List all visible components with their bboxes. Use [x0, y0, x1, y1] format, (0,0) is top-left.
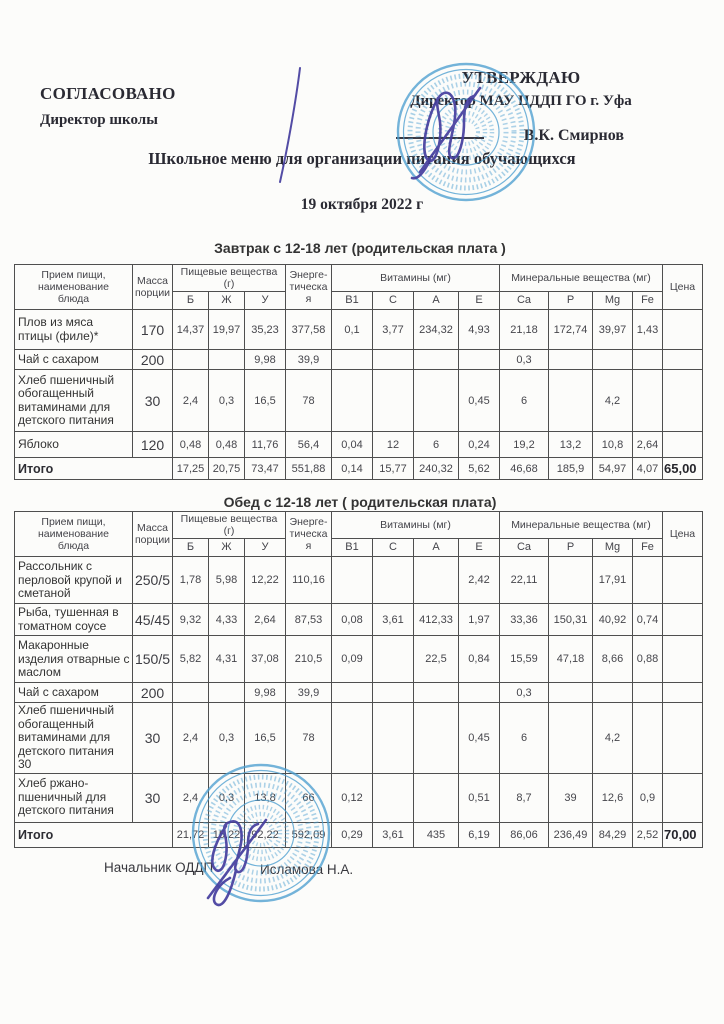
mass-cell: 30 [133, 370, 173, 432]
value-cell [549, 557, 593, 604]
value-cell: 0,09 [332, 636, 373, 683]
col-sub-header: C [373, 292, 414, 310]
col-vitamins-header: Витамины (мг) [332, 265, 500, 292]
col-sub-header: B1 [332, 292, 373, 310]
approved-signer: В.К. Смирнов [523, 127, 624, 144]
value-cell: 0,3 [500, 683, 549, 703]
value-cell: 10,8 [593, 432, 633, 458]
value-cell: 412,33 [414, 604, 459, 636]
dish-name-cell: Чай с сахаром [15, 683, 133, 703]
dish-name-cell: Яблоко [15, 432, 133, 458]
total-row [15, 822, 703, 847]
value-cell: 5,98 [209, 557, 245, 604]
col-sub-header: Ж [209, 292, 245, 310]
value-cell: 66 [286, 773, 332, 822]
value-cell [414, 683, 459, 703]
director-signature-icon [270, 60, 500, 190]
value-cell: 13,8 [245, 773, 286, 822]
price-cell [663, 557, 703, 604]
col-sub-header: Ca [500, 539, 549, 557]
dish-name-cell: Плов из мяса птицы (филе)* [15, 310, 133, 350]
value-cell [332, 350, 373, 370]
total-value-cell: 240,32 [414, 458, 459, 480]
value-cell [414, 350, 459, 370]
value-cell [459, 683, 500, 703]
col-sub-header: У [245, 292, 286, 310]
mass-cell: 30 [133, 773, 173, 822]
value-cell [373, 636, 414, 683]
table-header [15, 265, 703, 310]
value-cell: 19,2 [500, 432, 549, 458]
col-sub-header: Mg [593, 539, 633, 557]
col-minerals-header: Минеральные вещества (мг) [500, 265, 663, 292]
value-cell: 5,82 [173, 636, 209, 683]
dish-name-cell: Хлеб пшеничный обогащенный витаминами для детского питания 30 [15, 703, 133, 773]
col-sub-header: Fe [633, 539, 663, 557]
dish-name-cell: Хлеб ржано-пшеничный для детского питания [15, 773, 133, 822]
agreed-title: СОГЛАСОВАНО [40, 84, 176, 103]
total-value-cell: 15,22 [209, 822, 245, 847]
col-sub-header: E [459, 539, 500, 557]
value-cell: 4,2 [593, 370, 633, 432]
col-sub-header: P [549, 292, 593, 310]
value-cell: 2,4 [173, 773, 209, 822]
value-cell [549, 703, 593, 773]
value-cell: 87,53 [286, 604, 332, 636]
value-cell: 9,32 [173, 604, 209, 636]
value-cell: 0,74 [633, 604, 663, 636]
value-cell: 1,97 [459, 604, 500, 636]
total-value-cell: 3,61 [373, 822, 414, 847]
col-nutrients-header: Пищевые вещества (г) [173, 265, 286, 292]
value-cell: 12 [373, 432, 414, 458]
value-cell [373, 370, 414, 432]
col-sub-header: Б [173, 292, 209, 310]
total-value-cell: 86,06 [500, 822, 549, 847]
col-nutrients-header: Пищевые вещества (г) [173, 512, 286, 539]
value-cell [593, 350, 633, 370]
total-value-cell: 54,97 [593, 458, 633, 480]
footer-role: Начальник ОДДП [104, 860, 214, 875]
value-cell [373, 557, 414, 604]
col-minerals-header: Минеральные вещества (мг) [500, 512, 663, 539]
total-price-cell: 65,00 [663, 458, 703, 480]
col-sub-header: A [414, 292, 459, 310]
value-cell: 22,11 [500, 557, 549, 604]
total-value-cell: 0,29 [332, 822, 373, 847]
lunch-table [14, 511, 703, 848]
value-cell: 0,51 [459, 773, 500, 822]
value-cell: 4,2 [593, 703, 633, 773]
value-cell: 40,92 [593, 604, 633, 636]
value-cell: 0,9 [633, 773, 663, 822]
price-cell [663, 432, 703, 458]
value-cell: 4,93 [459, 310, 500, 350]
col-sub-header: Fe [633, 292, 663, 310]
value-cell: 3,77 [373, 310, 414, 350]
value-cell: 47,18 [549, 636, 593, 683]
menu-row [15, 636, 703, 683]
value-cell [373, 350, 414, 370]
menu-row [15, 703, 703, 773]
value-cell [173, 683, 209, 703]
value-cell: 21,18 [500, 310, 549, 350]
value-cell: 13,2 [549, 432, 593, 458]
col-vitamins-header: Витамины (мг) [332, 512, 500, 539]
value-cell: 12,6 [593, 773, 633, 822]
value-cell: 234,32 [414, 310, 459, 350]
total-value-cell: 21,72 [173, 822, 209, 847]
total-label-cell: Итого [15, 458, 173, 480]
col-sub-header: A [414, 539, 459, 557]
value-cell: 0,04 [332, 432, 373, 458]
value-cell: 2,64 [633, 432, 663, 458]
value-cell: 4,33 [209, 604, 245, 636]
mass-cell: 200 [133, 350, 173, 370]
value-cell [633, 350, 663, 370]
menu-row [15, 557, 703, 604]
value-cell [633, 370, 663, 432]
value-cell: 0,08 [332, 604, 373, 636]
value-cell: 2,42 [459, 557, 500, 604]
approved-title: УТВЕРЖДАЮ [461, 68, 581, 87]
total-label-cell: Итого [15, 822, 173, 847]
total-value-cell: 551,88 [286, 458, 332, 480]
document-date: 19 октября 2022 г [300, 196, 424, 213]
total-value-cell: 6,19 [459, 822, 500, 847]
document-title: Школьное меню для организации питания обучающихся [148, 149, 576, 168]
mass-cell: 30 [133, 703, 173, 773]
value-cell [414, 773, 459, 822]
value-cell: 17,91 [593, 557, 633, 604]
col-sub-header: C [373, 539, 414, 557]
price-cell [663, 604, 703, 636]
lunch-title: Обед с 12-18 лет ( родительская плата) [223, 494, 497, 510]
menu-row [15, 350, 703, 370]
total-value-cell: 46,68 [500, 458, 549, 480]
total-value-cell: 17,25 [173, 458, 209, 480]
col-meal-header: Прием пищи, наименование блюда [15, 512, 133, 557]
value-cell [633, 557, 663, 604]
table-header [15, 512, 703, 557]
value-cell [593, 683, 633, 703]
value-cell: 150,31 [549, 604, 593, 636]
agreed-subtitle: Директор школы [40, 112, 158, 128]
value-cell: 1,43 [633, 310, 663, 350]
value-cell: 0,3 [209, 773, 245, 822]
value-cell: 0,3 [209, 370, 245, 432]
value-cell [414, 703, 459, 773]
total-value-cell: 92,22 [245, 822, 286, 847]
value-cell: 2,4 [173, 703, 209, 773]
dish-name-cell: Макаронные изделия отварные с маслом [15, 636, 133, 683]
total-value-cell: 0,14 [332, 458, 373, 480]
col-sub-header: Ca [500, 292, 549, 310]
agreed-block [40, 84, 176, 129]
breakfast-table [14, 264, 703, 480]
approved-subtitle: Директор МАУ ЦДДП ГО г. Уфа [410, 93, 632, 109]
total-value-cell: 4,07 [633, 458, 663, 480]
value-cell [633, 683, 663, 703]
total-value-cell: 5,62 [459, 458, 500, 480]
col-price-header: Цена [663, 265, 703, 310]
value-cell: 0,45 [459, 703, 500, 773]
value-cell: 6 [500, 703, 549, 773]
col-energy-header: Энерге- тическа я [286, 265, 332, 310]
value-cell [459, 350, 500, 370]
menu-row [15, 370, 703, 432]
value-cell: 0,48 [173, 432, 209, 458]
col-sub-header: У [245, 539, 286, 557]
price-cell [663, 636, 703, 683]
total-price-cell: 70,00 [663, 822, 703, 847]
total-value-cell: 236,49 [549, 822, 593, 847]
col-meal-header: Прием пищи, наименование блюда [15, 265, 133, 310]
value-cell [332, 703, 373, 773]
value-cell: 35,23 [245, 310, 286, 350]
value-cell: 8,7 [500, 773, 549, 822]
value-cell: 6 [414, 432, 459, 458]
mass-cell: 150/5 [133, 636, 173, 683]
total-value-cell: 592,09 [286, 822, 332, 847]
total-value-cell: 84,29 [593, 822, 633, 847]
footer-signer: Исламова Н.А. [260, 862, 354, 877]
value-cell [549, 683, 593, 703]
mass-cell: 45/45 [133, 604, 173, 636]
value-cell: 33,36 [500, 604, 549, 636]
mass-cell: 120 [133, 432, 173, 458]
value-cell: 0,48 [209, 432, 245, 458]
col-sub-header: P [549, 539, 593, 557]
value-cell: 19,97 [209, 310, 245, 350]
value-cell: 6 [500, 370, 549, 432]
mass-cell: 170 [133, 310, 173, 350]
value-cell: 12,22 [245, 557, 286, 604]
value-cell [414, 370, 459, 432]
value-cell: 377,58 [286, 310, 332, 350]
price-cell [663, 773, 703, 822]
value-cell: 14,37 [173, 310, 209, 350]
col-mass-header: Масса порции [133, 512, 173, 557]
value-cell: 9,98 [245, 683, 286, 703]
total-value-cell: 435 [414, 822, 459, 847]
value-cell: 15,59 [500, 636, 549, 683]
price-cell [663, 683, 703, 703]
value-cell: 9,98 [245, 350, 286, 370]
col-sub-header: Mg [593, 292, 633, 310]
value-cell: 0,3 [209, 703, 245, 773]
value-cell: 110,16 [286, 557, 332, 604]
value-cell [332, 370, 373, 432]
dish-name-cell: Рыба, тушенная в томатном соусе [15, 604, 133, 636]
price-cell [663, 370, 703, 432]
total-value-cell: 2,52 [633, 822, 663, 847]
chief-signature-icon [188, 812, 308, 922]
value-cell: 4,31 [209, 636, 245, 683]
value-cell: 0,84 [459, 636, 500, 683]
menu-row [15, 310, 703, 350]
dish-name-cell: Хлеб пшеничный обогащенный витаминами для детского питания [15, 370, 133, 432]
value-cell [373, 773, 414, 822]
col-sub-header: Ж [209, 539, 245, 557]
total-value-cell: 15,77 [373, 458, 414, 480]
col-energy-header: Энерге- тическа я [286, 512, 332, 557]
value-cell [549, 370, 593, 432]
value-cell: 39,9 [286, 683, 332, 703]
value-cell: 56,4 [286, 432, 332, 458]
mass-cell: 200 [133, 683, 173, 703]
menu-row [15, 683, 703, 703]
value-cell: 0,12 [332, 773, 373, 822]
col-sub-header: Б [173, 539, 209, 557]
value-cell [373, 683, 414, 703]
value-cell [549, 350, 593, 370]
value-cell: 39,9 [286, 350, 332, 370]
value-cell: 1,78 [173, 557, 209, 604]
col-mass-header: Масса порции [133, 265, 173, 310]
value-cell [173, 350, 209, 370]
value-cell: 78 [286, 703, 332, 773]
total-value-cell: 20,75 [209, 458, 245, 480]
total-value-cell: 185,9 [549, 458, 593, 480]
value-cell: 37,08 [245, 636, 286, 683]
value-cell [633, 703, 663, 773]
mass-cell: 250/5 [133, 557, 173, 604]
value-cell: 0,45 [459, 370, 500, 432]
value-cell: 210,5 [286, 636, 332, 683]
value-cell: 2,4 [173, 370, 209, 432]
price-cell [663, 350, 703, 370]
value-cell: 16,5 [245, 703, 286, 773]
breakfast-title: Завтрак с 12-18 лет (родительская плата ) [214, 240, 506, 256]
value-cell: 0,88 [633, 636, 663, 683]
value-cell: 78 [286, 370, 332, 432]
dish-name-cell: Чай с сахаром [15, 350, 133, 370]
price-cell [663, 703, 703, 773]
dish-name-cell: Рассольник с перловой крупой и сметаной [15, 557, 133, 604]
col-sub-header: B1 [332, 539, 373, 557]
menu-row [15, 773, 703, 822]
col-price-header: Цена [663, 512, 703, 557]
value-cell [373, 703, 414, 773]
value-cell: 2,64 [245, 604, 286, 636]
total-value-cell: 73,47 [245, 458, 286, 480]
total-row [15, 458, 703, 480]
value-cell: 16,5 [245, 370, 286, 432]
value-cell: 11,76 [245, 432, 286, 458]
menu-row [15, 604, 703, 636]
value-cell: 3,61 [373, 604, 414, 636]
value-cell: 39 [549, 773, 593, 822]
value-cell [332, 683, 373, 703]
value-cell: 0,3 [500, 350, 549, 370]
value-cell: 172,74 [549, 310, 593, 350]
menu-row [15, 432, 703, 458]
col-sub-header: E [459, 292, 500, 310]
value-cell [209, 350, 245, 370]
value-cell: 8,66 [593, 636, 633, 683]
value-cell: 22,5 [414, 636, 459, 683]
value-cell [332, 557, 373, 604]
value-cell [209, 683, 245, 703]
value-cell: 0,1 [332, 310, 373, 350]
value-cell [414, 557, 459, 604]
price-cell [663, 310, 703, 350]
value-cell: 39,97 [593, 310, 633, 350]
value-cell: 0,24 [459, 432, 500, 458]
